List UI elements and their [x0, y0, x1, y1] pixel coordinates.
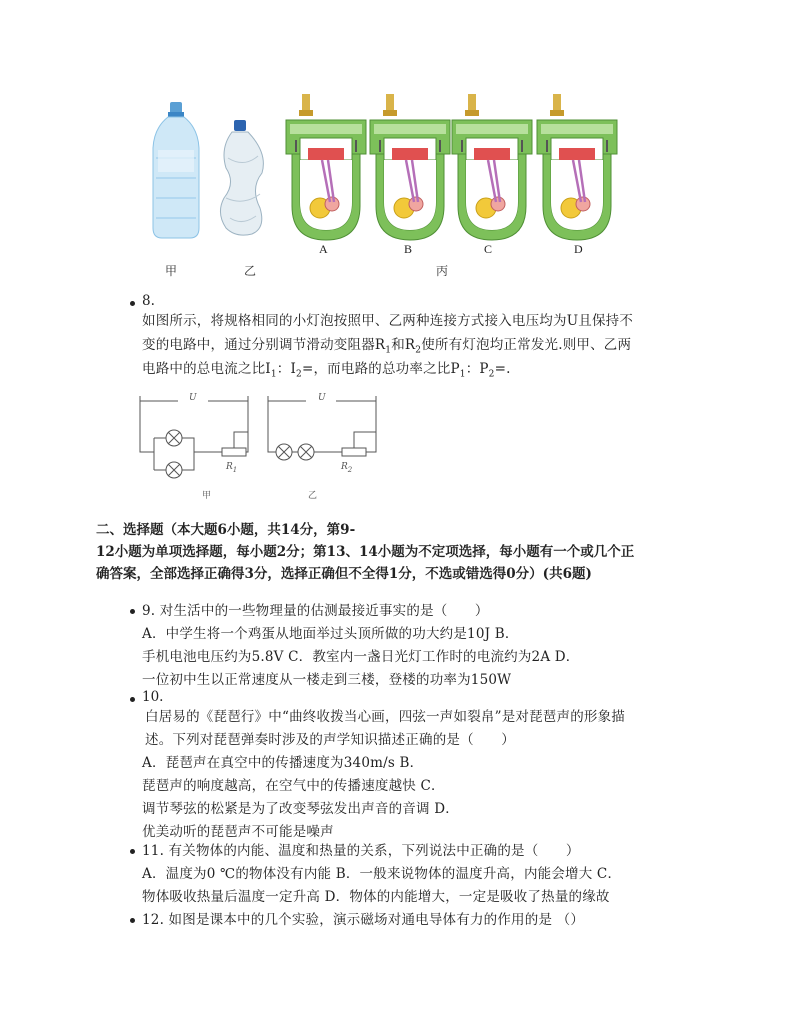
figure-label-bing: 丙 [436, 264, 449, 278]
q11-line-2: A．温度为0 ℃的物体没有内能 B．一般来说物体的温度升高，内能会增大 C． [142, 866, 622, 882]
q9-line-3: 手机电池电压约为5.8V C．教室内一盏日光灯工作时的电流约为2A D． [142, 649, 580, 665]
q10-line-1: 白居易的《琵琶行》中“曲终收拨当心画，四弦一声如裂帛”是对琵琶声的形象描 [145, 709, 626, 725]
q9-line-2: A．中学生将一个鸡蛋从地面举过头顶所做的功大约是10J B． [142, 626, 519, 642]
circuit-u-label-2: U [318, 393, 326, 403]
q10-line-4: 琵琶声的响度越高，在空气中的传播速度越快 C． [142, 778, 445, 794]
q9-line-4: 一位初中生以正常速度从一楼走到三楼，登楼的功率为150W [142, 672, 512, 688]
q8-number: 8. [142, 293, 155, 309]
q10-line-6: 优美动听的琵琶声不可能是噪声 [142, 824, 334, 840]
engine-d-image [537, 94, 617, 240]
figure-label-yi: 乙 [244, 264, 257, 278]
engine-c-image [452, 94, 532, 240]
circuit-r1-label: $R_1$ [226, 462, 238, 474]
q8-line-1: 如图所示，将规格相同的小灯泡按照甲、乙两种连接方式接入电压均为U且保持不 [142, 313, 634, 329]
q9-bullet [130, 609, 135, 614]
q10-line-5: 调节琴弦的松紧是为了改变琴弦发出声音的音调 D． [142, 801, 459, 817]
q8-line-3: 电路中的总电流之比$I_1$：$I_2=$，而电路的总功率之比$P_1$：$P_2=$. [142, 361, 511, 380]
q10-line-2: 述。下列对琵琶弹奏时涉及的声学知识描述正确的是（ ） [145, 732, 515, 748]
q12-bullet [130, 918, 135, 923]
engine-b-image [370, 94, 450, 240]
section2-heading-line-1: 二、选择题（本大题6小题，共14分，第9- [96, 522, 356, 538]
engine-label-a: A [319, 242, 328, 256]
figure-label-jia: 甲 [165, 264, 178, 278]
q11-line-3: 物体吸收热量后温度一定升高 D．物体的内能增大，一定是吸收了热量的缘故 [142, 889, 610, 905]
engine-label-c: C [484, 242, 493, 256]
q8-line-2: 变的电路中，通过分别调节滑动变阻器$R_1$和$R_2$使所有灯泡均正常发光.则甲、乙两 [142, 337, 632, 356]
q10-bullet [130, 697, 135, 702]
crushed-bottle-image [220, 120, 263, 235]
engine-label-d: D [574, 242, 583, 256]
circuit-label-jia: 甲 [202, 491, 212, 501]
circuit-r2-label: $R_2$ [341, 462, 353, 474]
q11-line-1: 11. 有关物体的内能、温度和热量的关系，下列说法中正确的是（ ） [142, 843, 580, 859]
circuit-yi [268, 396, 376, 460]
q9-line-1: 9. 对生活中的一些物理量的估测最接近事实的是（ ） [142, 603, 489, 619]
top-figure [140, 88, 620, 258]
section2-heading-line-2: 12小题为单项选择题，每小题2分；第13、14小题为不定项选择，每小题有一个或几个正 [96, 544, 635, 560]
circuit-diagram [138, 392, 378, 504]
q10-number: 10. [142, 689, 164, 705]
engine-label-b: B [404, 242, 413, 256]
q12-line-1: 12. 如图是课本中的几个实验，演示磁场对通电导体有力的作用的是 （） [142, 912, 585, 928]
circuit-u-label-1: U [189, 393, 197, 403]
q10-line-3: A．琵琶声在真空中的传播速度为340m/s B． [142, 755, 424, 771]
full-bottle-image [153, 102, 199, 238]
q11-bullet [130, 849, 135, 854]
section2-heading-line-3: 确答案，全部选择正确得3分，选择正确但不全得1分，不选或错选得0分）(共6题) [96, 566, 592, 582]
circuit-label-yi: 乙 [308, 491, 318, 501]
q8-bullet [130, 301, 135, 306]
engine-a-image [286, 94, 366, 240]
